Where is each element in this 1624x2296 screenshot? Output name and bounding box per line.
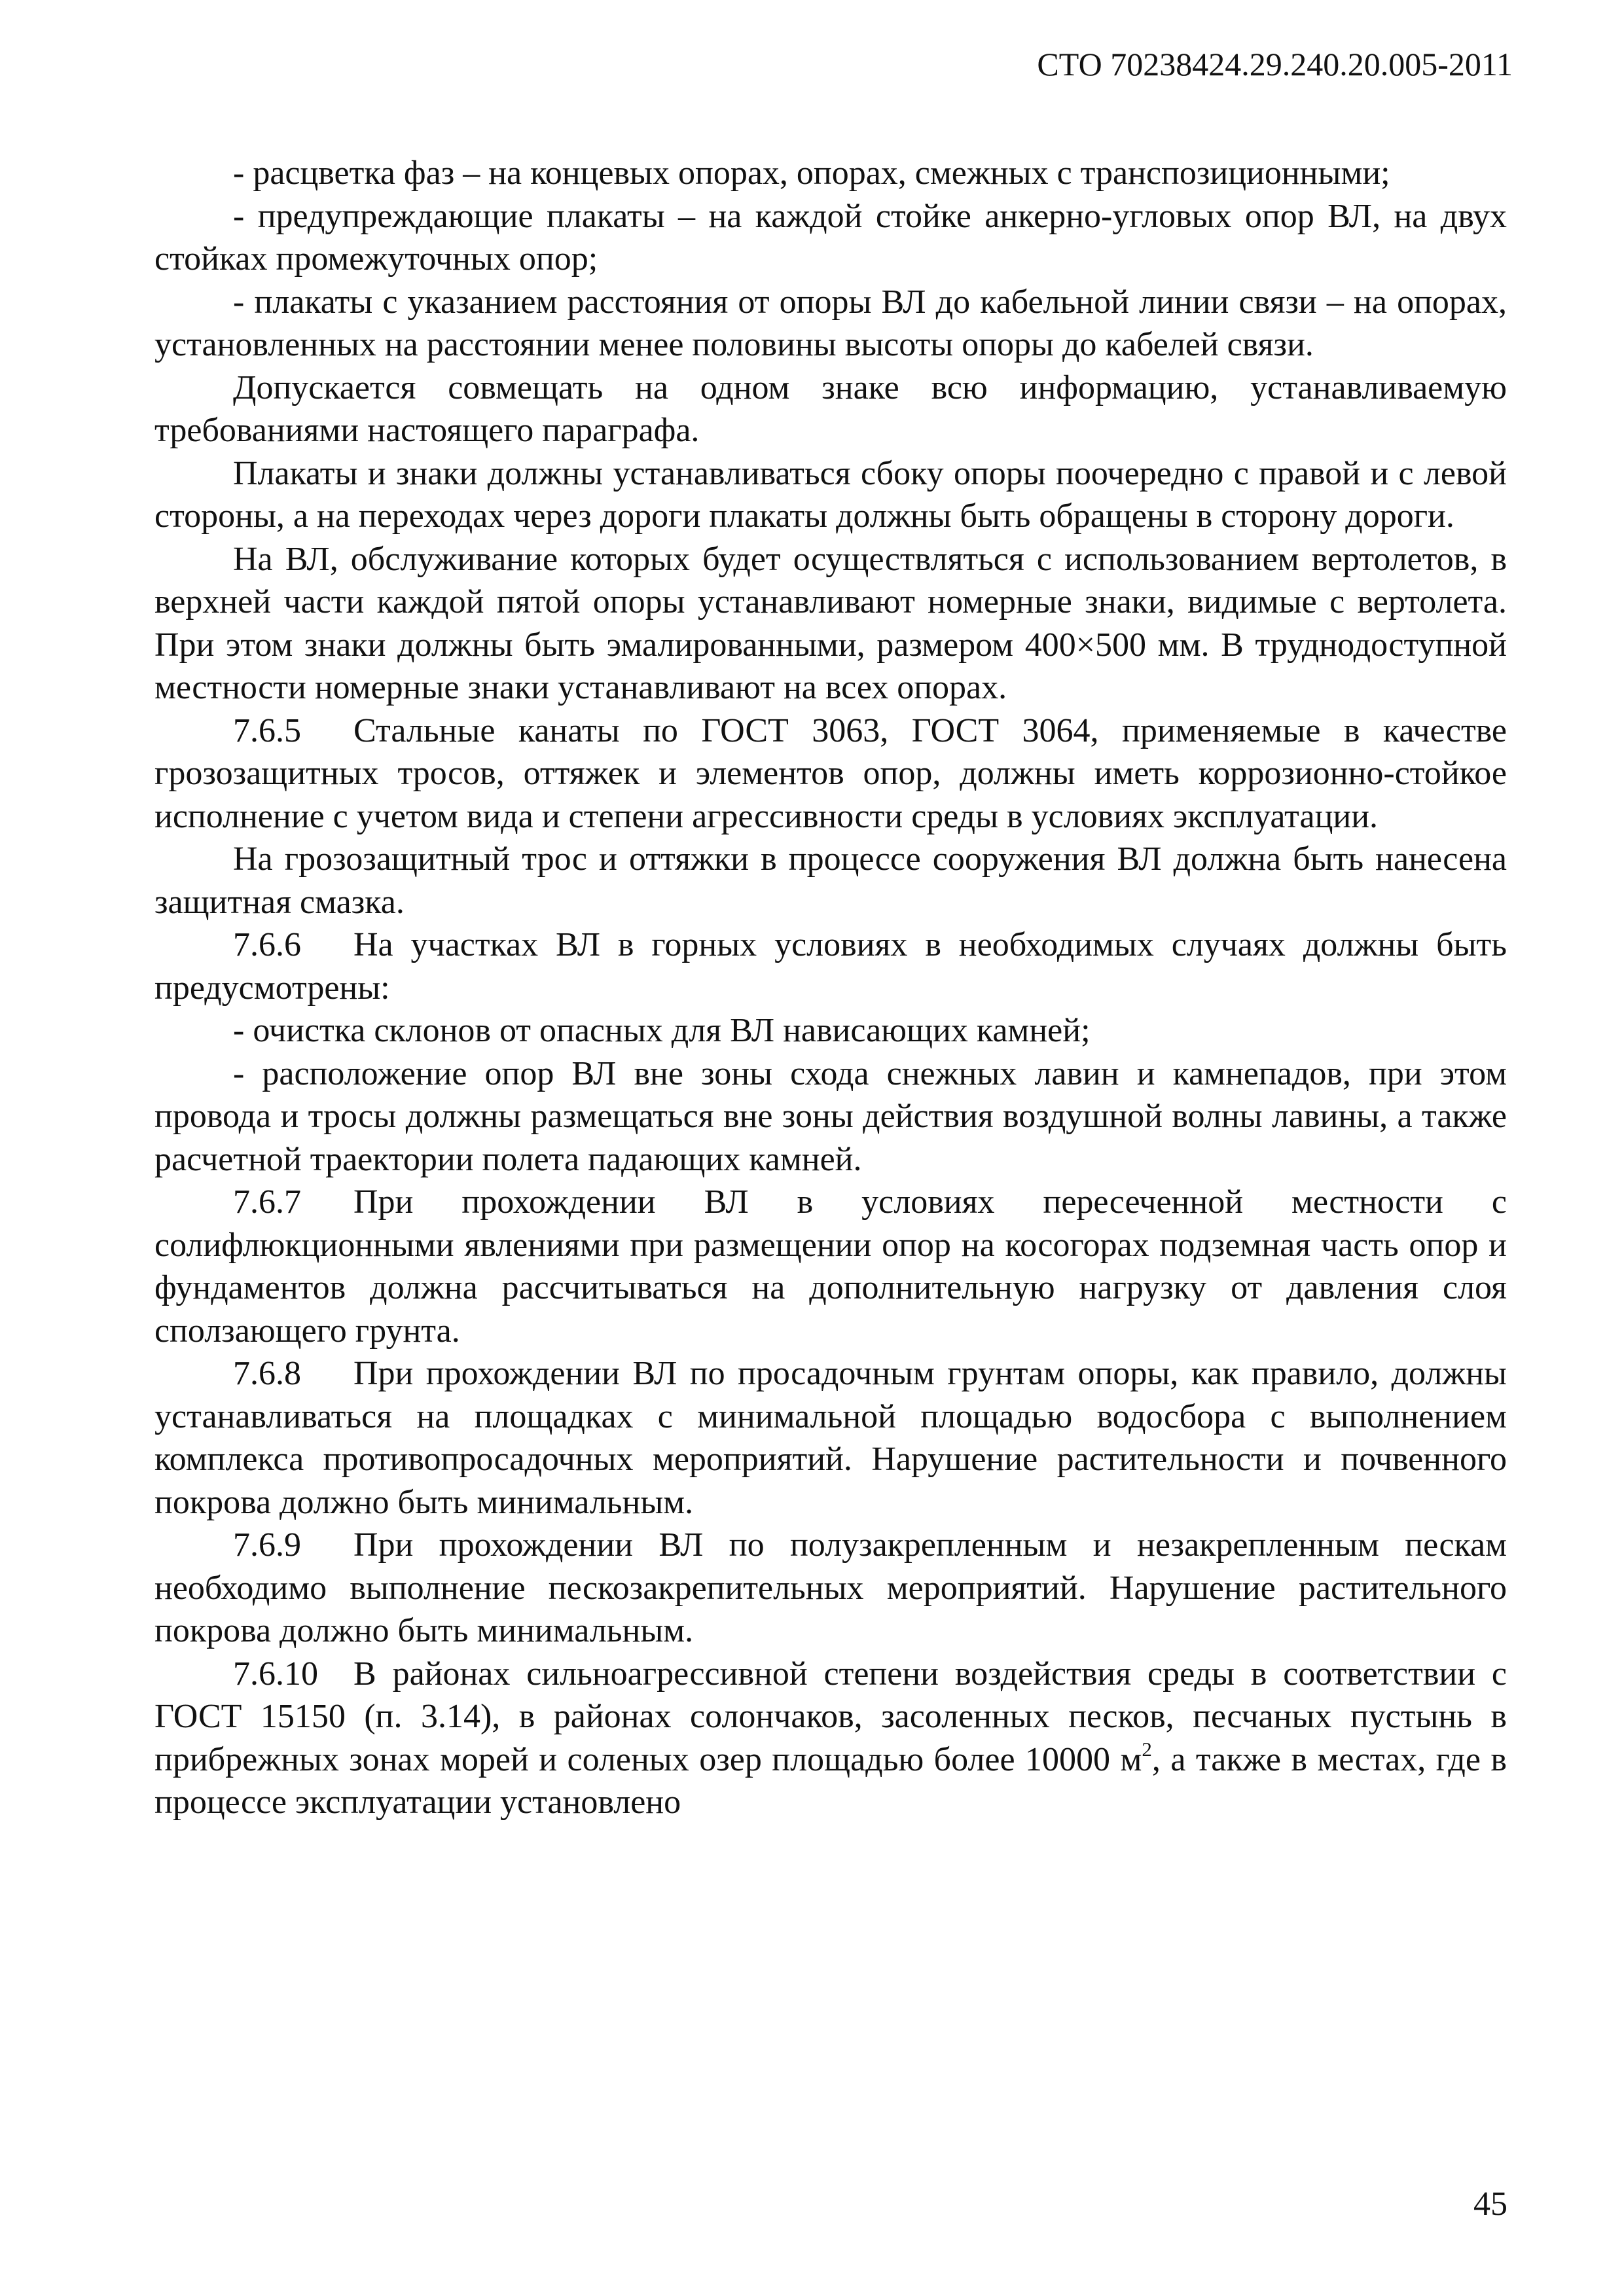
clause-7-6-5 <box>154 709 1507 838</box>
paragraph-protective-grease: На грозозащитный трос и оттяжки в процессе сооружения ВЛ должна быть нанесена защитная смазка. <box>154 840 1507 921</box>
clause-number: 7.6.8 <box>233 1355 301 1392</box>
clause-text: Стальные канаты по ГОСТ 3063, ГОСТ 3064, применяемые в качестве грозозащитных тросов, оттяжек и элементов опор, должны иметь коррозионно-стойкое исполнение с учетом вида и степени агрессивности среды в условиях эксплуатации. <box>154 711 1507 835</box>
clause-7-6-6 <box>154 924 1507 1009</box>
clause-text: На участках ВЛ в горных условиях в необходимых случаях должны быть предусмотрены: <box>154 926 1507 1007</box>
clause-text: В районах сильноагрессивной степени воздействия среды в соответствии с ГОСТ 15150 (п. 3.14), в районах солончаков, засоленных песков, песчаных пустынь в прибрежных зонах морей и соленых озер площадью более 10000 м <box>154 1655 1507 1778</box>
clause-text: При прохождении ВЛ в условиях пересеченной местности с солифлюкционными явлениями при размещении опор на косогорах подземная часть опор и фундаментов должна рассчитываться на дополнительную нагрузку от давления слоя сползающего грунта. <box>154 1183 1507 1350</box>
page-number: 45 <box>1473 2185 1507 2223</box>
clause-7-6-10 <box>154 1653 1507 1824</box>
clause-7-6-9 <box>154 1524 1507 1653</box>
paragraph-posters-placement: Плакаты и знаки должны устанавливаться сбоку опоры поочередно с правой и с левой стороны, а на переходах через дороги плакаты должны быть обращены в сторону дороги. <box>154 454 1507 535</box>
clause-7-6-8 <box>154 1352 1507 1524</box>
paragraph-helicopter-signs: На ВЛ, обслуживание которых будет осуществляться с использованием вертолетов, в верхней части каждой пятой опоры устанавливают номерные знаки, видимые с вертолета. При этом знаки должны быть эмалированными, размером 400×500 мм. В труднодоступной местности номерные знаки устанавливают на всех опорах. <box>154 540 1507 706</box>
paragraph-list-item-slope-cleaning: - очистка склонов от опасных для ВЛ нависающих камней; <box>233 1012 1091 1049</box>
paragraph-combined-sign: Допускается совмещать на одном знаке всю информацию, устанавливаемую требованиями настоящего параграфа. <box>154 368 1507 449</box>
document-code-header: СТО 70238424.29.240.20.005-2011 <box>1037 46 1513 82</box>
clause-number: 7.6.6 <box>233 926 301 963</box>
clause-text: При прохождении ВЛ по просадочным грунтам опоры, как правило, должны устанавливаться на площадках с минимальной площадью водосбора с выполнением комплекса противопросадочных мероприятий. Нарушение растительности и почвенного покрова должно быть минимальным. <box>154 1355 1507 1521</box>
paragraph-list-item-warning-posters: - предупреждающие плакаты – на каждой стойке анкерно-угловых опор ВЛ, на двух стойках промежуточных опор; <box>154 197 1507 278</box>
clause-7-6-7 <box>154 1181 1507 1352</box>
superscript-exponent: 2 <box>1142 1737 1152 1761</box>
clause-number: 7.6.10 <box>233 1655 318 1693</box>
clause-number: 7.6.7 <box>233 1183 301 1221</box>
clause-text-continuation: , а также в местах, где в процессе эксплуатации установлено <box>154 1740 1507 1821</box>
clause-number: 7.6.5 <box>233 711 301 749</box>
paragraph-list-item-distance-posters: - плакаты с указанием расстояния от опоры ВЛ до кабельной линии связи – на опорах, установленных на расстоянии менее половины высоты опоры до кабелей связи. <box>154 283 1507 363</box>
paragraph-list-item-phase-coloring: - расцветка фаз – на концевых опорах, опорах, смежных с транспозиционными; <box>233 154 1390 192</box>
clause-text: При прохождении ВЛ по полузакрепленным и незакрепленным пескам необходимо выполнение пескозакрепительных мероприятий. Нарушение растительного покрова должно быть минимальным. <box>154 1526 1507 1649</box>
paragraph-list-item-avalanche-zone: - расположение опор ВЛ вне зоны схода снежных лавин и камнепадов, при этом провода и тросы должны размещаться вне зоны действия воздушной волны лавины, а также расчетной траектории полета падающих камней. <box>154 1054 1507 1178</box>
clause-number: 7.6.9 <box>233 1526 301 1564</box>
document-body <box>154 152 1507 1824</box>
